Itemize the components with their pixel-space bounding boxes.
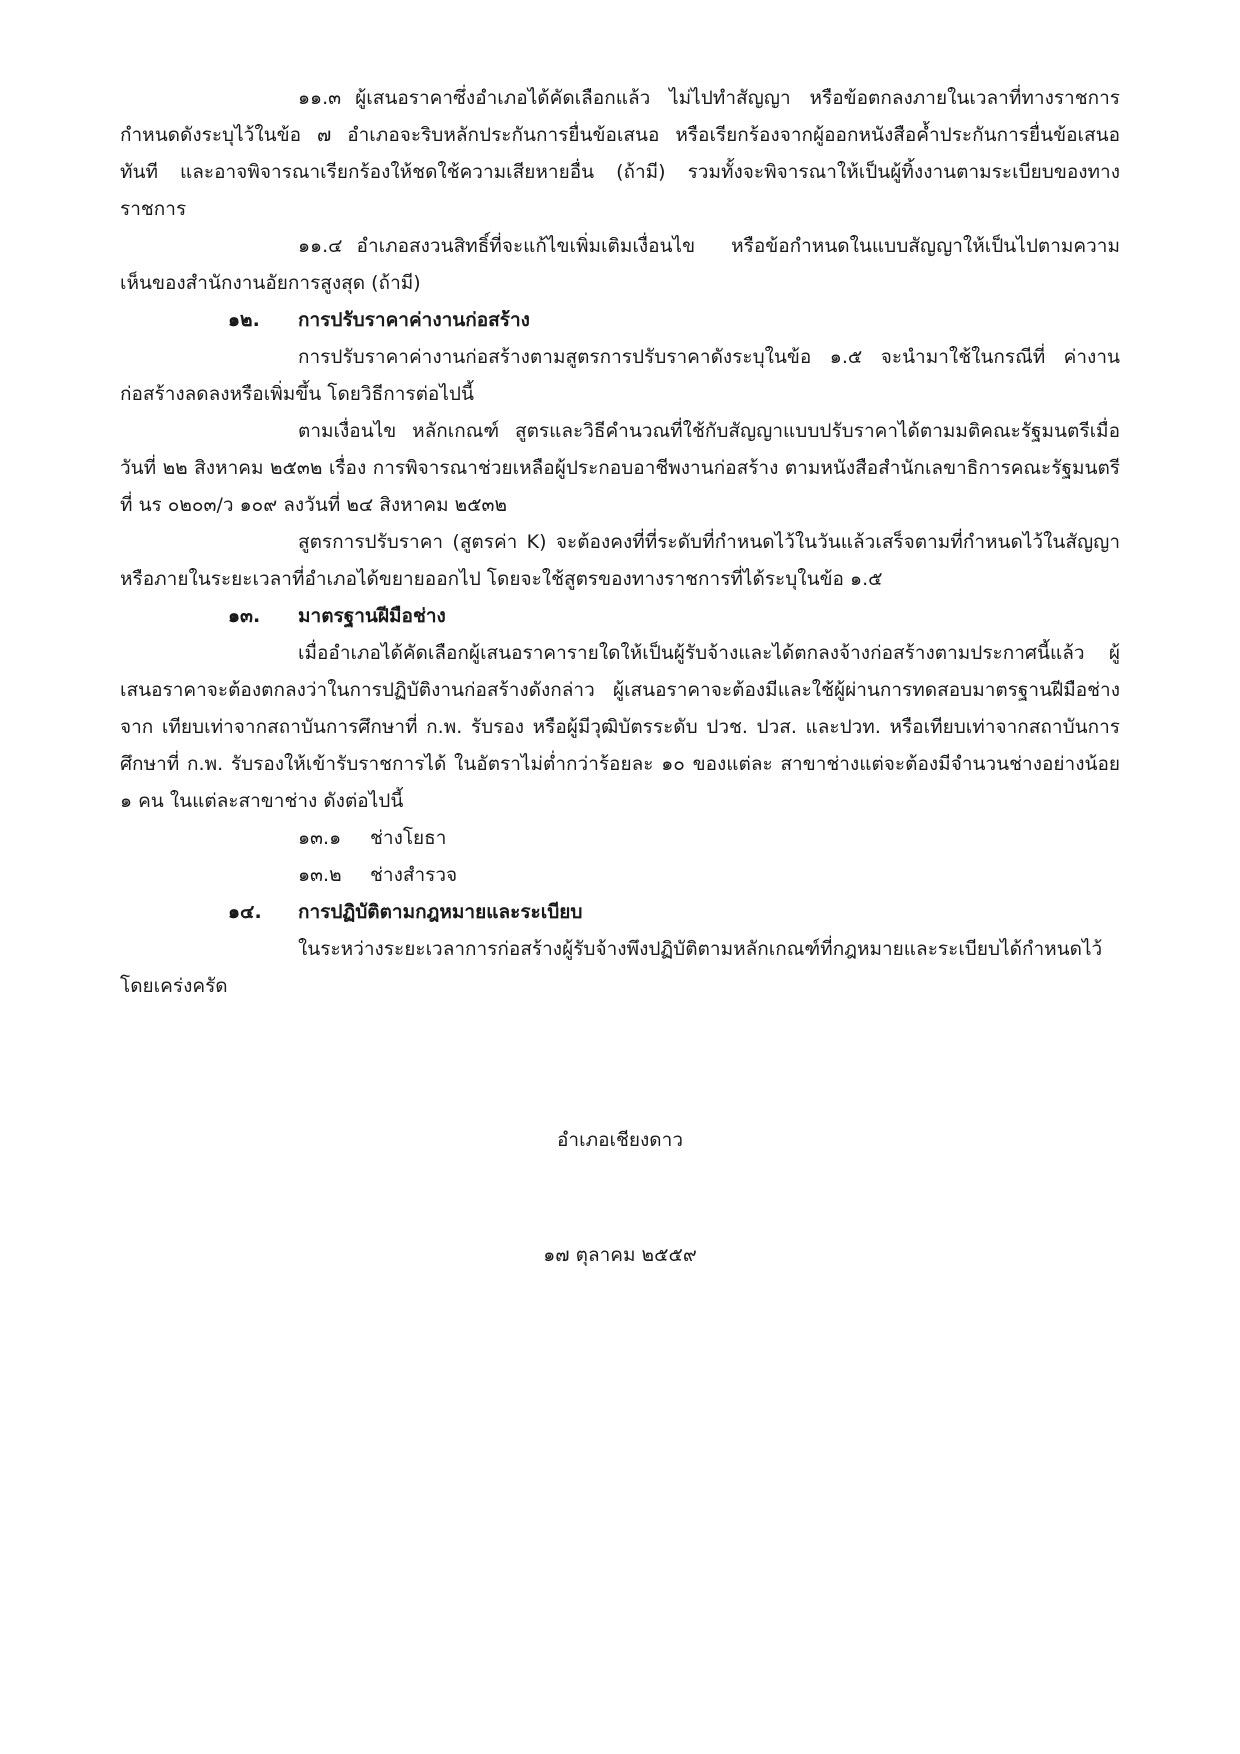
clause-text: ผู้เสนอราคาซึ่งอำเภอได้คัดเลือกแล้ว ไม่ไปทำสัญญา หรือข้อตกลงภายในเวลาที่ทางราชการกำหนดดังระบุไว้ในข้อ ๗ อำเภอจะริบหลักประกันการยื่นข้อเสนอ หรือเรียกร้องจากผู้ออกหนังสือค้ำประกันการยื่นข้อเสนอทันที และอาจพิจารณาเรียกร้องให้ชดใช้ความเสียหายอื่น (ถ้ามี) รวมทั้งจะพิจารณาให้เป็นผู้ทิ้งงานตามระเบียบของทางราชการ — [120, 87, 1120, 220]
section-number: ๑๒. — [228, 309, 260, 331]
subitem-text: ช่างโยธา — [370, 827, 447, 849]
section-number: ๑๓. — [228, 605, 261, 627]
subitem-number: ๑๓.๒ — [298, 864, 342, 886]
subitem-text: ช่างสำรวจ — [370, 864, 458, 886]
clause-number: ๑๑.๓ — [298, 87, 342, 109]
section-heading-14 — [120, 894, 1120, 931]
section-title: การปรับราคาค่างานก่อสร้าง — [298, 309, 530, 331]
section-heading-13 — [120, 598, 1120, 635]
section-title: การปฏิบัติตามกฎหมายและระเบียบ — [298, 901, 583, 923]
signature-organization: อำเภอเชียงดาว — [557, 1129, 683, 1151]
section-title: มาตรฐานฝีมือช่าง — [298, 605, 446, 627]
paragraph-text: เมื่ออำเภอได้คัดเลือกผู้เสนอราคารายใดให้เป็นผู้รับจ้างและได้ตกลงจ้างก่อสร้างตามประกาศนี้แล้ว ผู้เสนอราคาจะต้องตกลงว่าในการปฏิบัติงานก่อสร้างดังกล่าว ผู้เสนอราคาจะต้องมีและใช้ผู้ผ่านการทดสอบมาตรฐานฝีมือช่างจาก เทียบเท่าจากสถาบันการศึกษาที่ ก.พ. รับรอง หรือผู้มีวุฒิบัตรระดับ ปวช. ปวส. และปวท. หรือเทียบเท่าจากสถาบันการศึกษาที่ ก.พ. รับรองให้เข้ารับราชการได้ ในอัตราไม่ต่ำกว่าร้อยละ ๑๐ ของแต่ละ สาขาช่างแต่จะต้องมีจำนวนช่างอย่างน้อย ๑ คน ในแต่ละสาขาช่าง ดังต่อไปนี้ — [120, 642, 1120, 812]
clause-11-4 — [120, 228, 1120, 302]
paragraph-text: การปรับราคาค่างานก่อสร้างตามสูตรการปรับราคาดังระบุในข้อ ๑.๕ จะนำมาใช้ในกรณีที่ ค่างานก่อสร้างลดลงหรือเพิ่มขึ้น โดยวิธีการต่อไปนี้ — [120, 346, 1120, 405]
section-number: ๑๔. — [228, 901, 262, 923]
paragraph-law-compliance — [120, 931, 1120, 1005]
paragraph-conditions — [120, 413, 1120, 524]
clause-11-3 — [120, 80, 1120, 228]
paragraph-text: สูตรการปรับราคา (สูตรค่า K) จะต้องคงที่ที่ระดับที่กำหนดไว้ในวันแล้วเสร็จตามที่กำหนดไว้ในสัญญา หรือภายในระยะเวลาที่อำเภอได้ขยายออกไป โดยจะใช้สูตรของทางราชการที่ได้ระบุในข้อ ๑.๕ — [120, 531, 1120, 590]
document-body — [120, 80, 1120, 1005]
paragraph-k-formula — [120, 524, 1120, 598]
clause-text: อำเภอสงวนสิทธิ์ที่จะแก้ไขเพิ่มเติมเงื่อนไข หรือข้อกำหนดในแบบสัญญาให้เป็นไปตามความเห็นของสำนักงานอัยการสูงสุด (ถ้ามี) — [120, 235, 1120, 294]
paragraph-text: ในระหว่างระยะเวลาการก่อสร้างผู้รับจ้างพึงปฏิบัติตามหลักเกณฑ์ที่กฎหมายและระเบียบได้กำหนดไว้โดยเคร่งครัด — [120, 938, 1103, 997]
signature-date: ๑๗ ตุลาคม ๒๕๕๙ — [543, 1244, 697, 1266]
paragraph-craft-standard — [120, 635, 1120, 820]
section-heading-12 — [120, 302, 1120, 339]
paragraph-text: ตามเงื่อนไข หลักเกณฑ์ สูตรและวิธีคำนวณที่ใช้กับสัญญาแบบปรับราคาได้ตามมติคณะรัฐมนตรีเมื่อวันที่ ๒๒ สิงหาคม ๒๕๓๒ เรื่อง การพิจารณาช่วยเหลือผู้ประกอบอาชีพงานก่อสร้าง ตามหนังสือสำนักเลขาธิการคณะรัฐมนตรี ที่ นร ๐๒๐๓/ว ๑๐๙ ลงวันที่ ๒๔ สิงหาคม ๒๕๓๒ — [120, 420, 1120, 516]
paragraph-price-adjustment — [120, 339, 1120, 413]
subitem-13-1 — [120, 820, 1120, 857]
subitem-13-2 — [120, 857, 1120, 894]
clause-number: ๑๑.๔ — [298, 235, 343, 257]
subitem-number: ๑๓.๑ — [298, 827, 342, 849]
